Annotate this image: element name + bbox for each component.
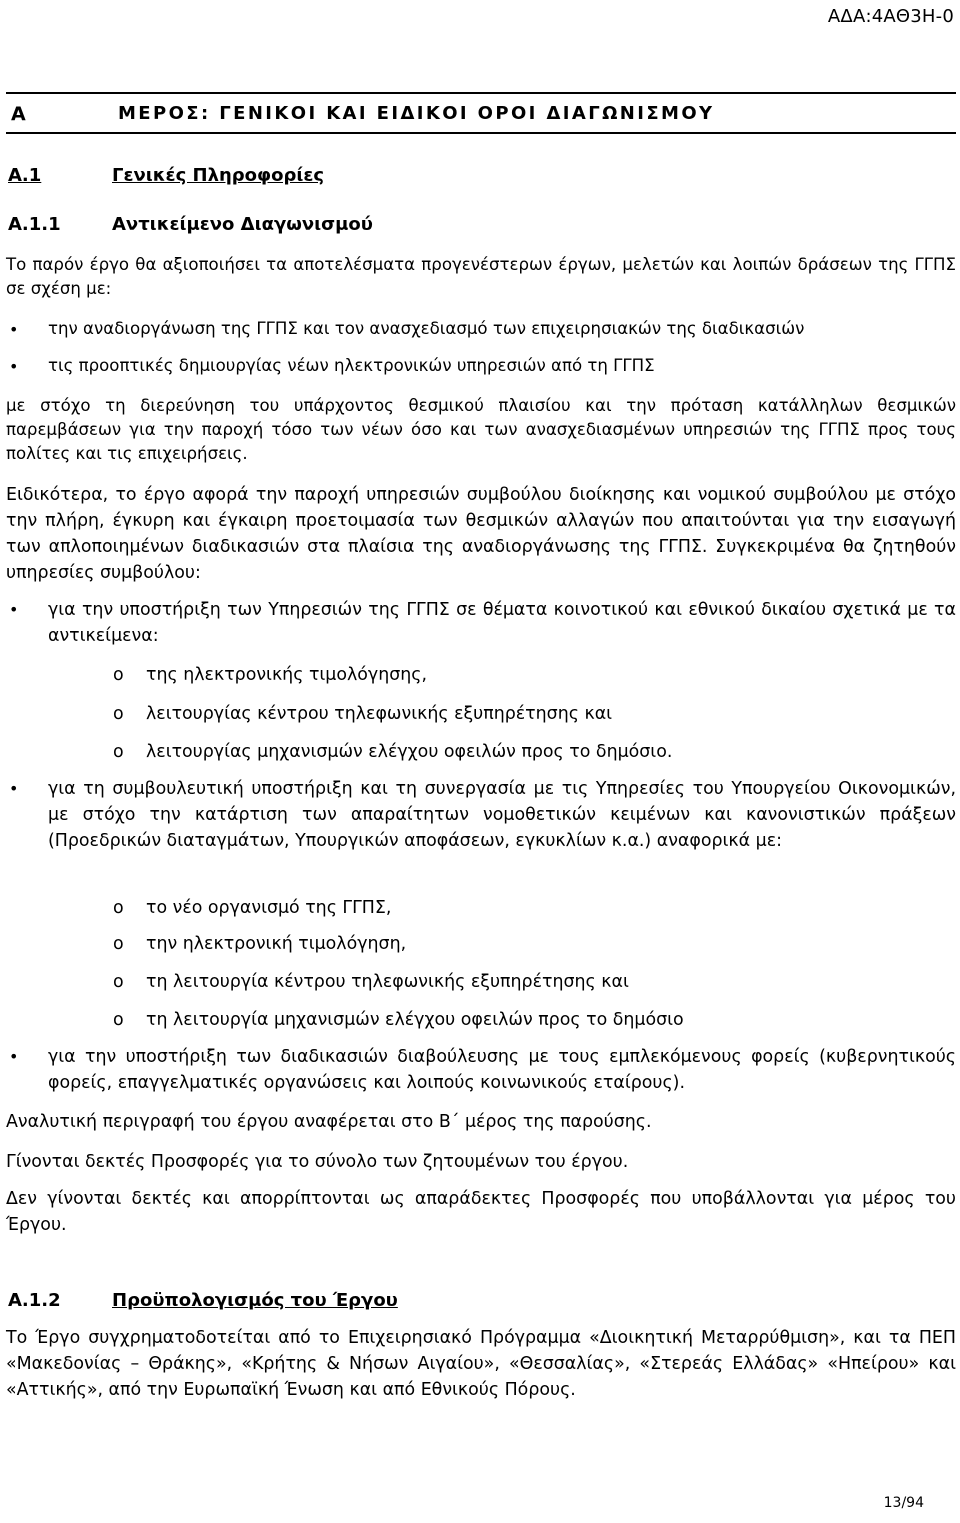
heading-text: Αντικείμενο Διαγωνισμού [112,214,373,235]
sub-list-item-text: την ηλεκτρονική τιμολόγηση, [146,934,407,954]
detailed-description-paragraph: Αναλυτική περιγραφή του έργου αναφέρεται στο Β΄ μέρος της παρούσης. [6,1112,652,1132]
list-item-text: για την υποστήριξη των Υπηρεσιών της ΓΓΠΣ σε θέματα κοινοτικού και εθνικού δικαίου σχετικά με τα αντικείμενα: [48,600,956,646]
circle-bullet-icon: o [113,665,124,685]
sub-list-item-text: της ηλεκτρονικής τιμολόγησης, [146,665,428,685]
bullet-icon: • [9,779,19,798]
section-title: ΜΕΡΟΣ: ΓΕΝΙΚΟΙ ΚΑΙ ΕΙΔΙΚΟΙ ΟΡΟΙ ΔΙΑΓΩΝΙΣΜΟΥ [118,103,715,124]
list-item-text: για τη συμβουλευτική υποστήριξη και τη συνεργασία με τις Υπηρεσίες του Υπουργείου Οικονομικών, με στόχο την κατάρτιση των απαραίτητων νομοθετικών κειμένων και κανονιστικών πράξεων (Προεδρικών διαταγμάτων, Υπουργικών αποφάσεων, εγκυκλίων κ.α.) αναφορικά με: [48,779,956,851]
list-item-text: τις προοπτικές δημιουργίας νέων ηλεκτρονικών υπηρεσιών από τη ΓΓΠΣ [48,356,655,375]
specific-paragraph: Ειδικότερα, το έργο αφορά την παροχή υπηρεσιών συμβούλου διοίκησης και νομικού συμβούλου με στόχο την πλήρη, έγκυρη και έγκαιρη προετοιμασία των θεσμικών αλλαγών που απαιτούνται για την εισαγωγή των απλοποιημένων διαδικασιών στα πλαίσια της αναδιοργάνωσης της ΓΓΠΣ. Συγκεκριμένα θα ζητηθούν υπηρεσίες συμβούλου: [6,485,956,583]
heading-text: Προϋπολογισμός του Έργου [112,1290,398,1311]
budget-paragraph: Το Έργο συγχρηματοδοτείται από το Επιχειρησιακό Πρόγραμμα «Διοικητική Μεταρρύθμιση», και τα ΠΕΠ «Μακεδονίας – Θράκης», «Κρήτης & Νήσων Αιγαίου», «Θεσσαλίας», «Στερεάς Ελλάδας» «Ηπείρου» και «Αττικής», από την Ευρωπαϊκή Ένωση και από Εθνικούς Πόρους. [6,1328,956,1400]
sub-list-item-text: τη λειτουργία κέντρου τηλεφωνικής εξυπηρέτησης και [146,972,629,992]
circle-bullet-icon: o [113,934,124,954]
circle-bullet-icon: o [113,972,124,992]
bullet-icon: • [9,357,19,376]
ada-code: ΑΔΑ:4ΑΘ3Η-0 [827,6,954,27]
accepted-offers-paragraph: Γίνονται δεκτές Προσφορές για το σύνολο των ζητουμένων του έργου. [6,1152,629,1172]
list-item-text: την αναδιοργάνωση της ΓΓΠΣ και τον ανασχεδιασμό των επιχειρησιακών της διαδικασιών [48,319,805,338]
bullet-icon: • [9,1047,19,1066]
circle-bullet-icon: o [113,898,124,918]
heading-text: Γενικές Πληροφορίες [112,165,325,186]
aim-paragraph: με στόχο τη διερεύνηση του υπάρχοντος θεσμικού πλαισίου και την πρόταση κατάλληλων θεσμικών παρεμβάσεων για την παροχή τόσο των νέων όσο και των ανασχεδιασμένων υπηρεσιών της ΓΓΠΣ προς τους πολίτες και τις επιχειρήσεις. [6,396,956,463]
section-header [6,92,956,134]
sub-list-item-text: το νέο οργανισμό της ΓΓΠΣ, [146,898,392,918]
list-item-text: για την υποστήριξη των διαδικασιών διαβούλευσης με τους εμπλεκόμενους φορείς (κυβερνητικούς φορείς, επαγγελματικές οργανώσεις και λοιπούς κοινωνικούς εταίρους). [48,1047,956,1093]
circle-bullet-icon: o [113,1010,124,1030]
bullet-icon: • [9,320,19,339]
heading-number: Α.1 [8,165,42,186]
sub-list-item-text: λειτουργίας μηχανισμών ελέγχου οφειλών προς το δημόσιο. [146,742,673,762]
circle-bullet-icon: o [113,704,124,724]
intro-paragraph: Το παρόν έργο θα αξιοποιήσει τα αποτελέσματα προγενέστερων έργων, μελετών και λοιπών δράσεων της ΓΓΠΣ σε σχέση με: [6,255,956,298]
circle-bullet-icon: o [113,742,124,762]
page-number: 13/94 [883,1495,924,1511]
section-code: Α [11,103,26,125]
bullet-icon: • [9,600,19,619]
heading-number: Α.1.1 [8,214,61,235]
rejected-offers-paragraph: Δεν γίνονται δεκτές και απορρίπτονται ως απαράδεκτες Προσφορές που υποβάλλονται για μέρος του Έργου. [6,1189,956,1235]
sub-list-item-text: λειτουργίας κέντρου τηλεφωνικής εξυπηρέτησης και [146,704,613,724]
sub-list-item-text: τη λειτουργία μηχανισμών ελέγχου οφειλών προς το δημόσιο [146,1010,684,1030]
heading-number: Α.1.2 [8,1290,61,1311]
